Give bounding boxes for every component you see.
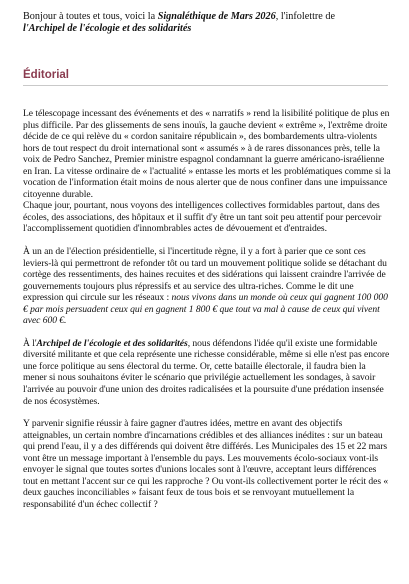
paragraph-5: Y parvenir signifie réussir à faire gagner d'autres idées, mettre en avant des objectifs atteignables, un certain nombre d'incarnations crédibles et des alliances inédites : sur un bateau qui prend l'eau, il y a des différends qui doivent être différés. Les Municipales des 15 et 22 mars vont être un message important à l'ensemble du pays. Les mouvements écolo-sociaux vont-ils envoyer le signal que toutes sortes d'unions locales sont à l'œuvre, acceptant leurs différences tout en mettant l'accent sur ce qui les rapproche ? Ou vont-ils collectivement porter le récit des « deux gauches inconciliables » faisant feux de tous bois et se renvoyant mutuellement la responsabilité d'un échec collectif ?	[23, 418, 389, 510]
paragraph-4-rest: , nous défendons l'idée qu'il existe une formidable diversité militante et que cela représente une richesse considérable, même si elle n'est pas encore une force politique au sens électoral du terme. Or, cette bataille électorale, il faudra bien la mener si nous souhaitons éviter le scénario que privilégie actuellement les sondages, à savoir l'arrivée au pouvoir d'une union des droites radicalisées et la poursuite d'une prédation insensée de nos écosystèmes.	[23, 337, 390, 407]
section-title: Éditorial	[23, 69, 70, 81]
newsletter-name: Signaléthique de Mars 2026	[157, 11, 276, 22]
editorial-body	[23, 108, 391, 522]
intro-greeting	[23, 11, 399, 36]
paragraph-3-text: À un an de l'élection présidentielle, si l'incertitude règne, il y a fort à parier que ce sont ces leviers-là qui permettront de refonder tôt ou tard un mouvement politique solide se détachant du cortège des ressentiments, des haines recuites et des sidérations qui laissent craindre l'arrivée de gouvernements toujours plus répressifs et au service des ultra-riches. Comme le dit une expression qui circule sur les réseaux :	[23, 246, 387, 304]
intro-middle: , l'infolettre de	[275, 11, 335, 22]
paragraph-4-org: Archipel de l'écologie et des solidarités	[36, 337, 188, 349]
paragraph-4-start: À l'	[23, 337, 37, 349]
organization-name: l'Archipel de l'écologie et des solidarités	[23, 23, 192, 35]
intro-prefix: Bonjour à toutes et tous, voici la	[23, 11, 158, 22]
section-divider	[23, 85, 388, 86]
paragraph-4	[23, 338, 391, 407]
paragraph-2: Chaque jour, pourtant, nous voyons des intelligences collectives formidables partout, dans des écoles, des associations, des hôpitaux et il suffit d'y être un tant soit peu attentif pour percevoir l'accomplissement quotidien d'innombrables actes de dévouement et d'entraides.	[23, 200, 382, 235]
paragraph-3	[23, 246, 391, 327]
paragraph-3-quote: nous vivons dans un monde où ceux qui gagnent 100 000 € par mois persuadent ceux qui en gagnent 1 800 € que tout va mal à cause de ceux qui vivent avec 600 €.	[23, 292, 388, 327]
paragraph-1: Le télescopage incessant des événements et des « narratifs » rend la lisibilité politique de plus en plus difficile. Par des glissements de sens inouïs, la gauche devient « extrême », l'extrême droite décide de ce qui relève du « cordon sanitaire républicain », des bombardements ultra-violents hors de tout respect du droit international sont « assumés » à de rares dissonances près, telle la voix de Pedro Sanchez, Premier ministre espagnol condamnant la guerre américano-israélienne en Iran. La vitesse ordinaire de « l'actualité » entasse les morts et les problématiques comme si la vocation de l'information était moins de nous alerter que de nous confiner dans une impuissance citoyenne durable.	[23, 108, 391, 200]
